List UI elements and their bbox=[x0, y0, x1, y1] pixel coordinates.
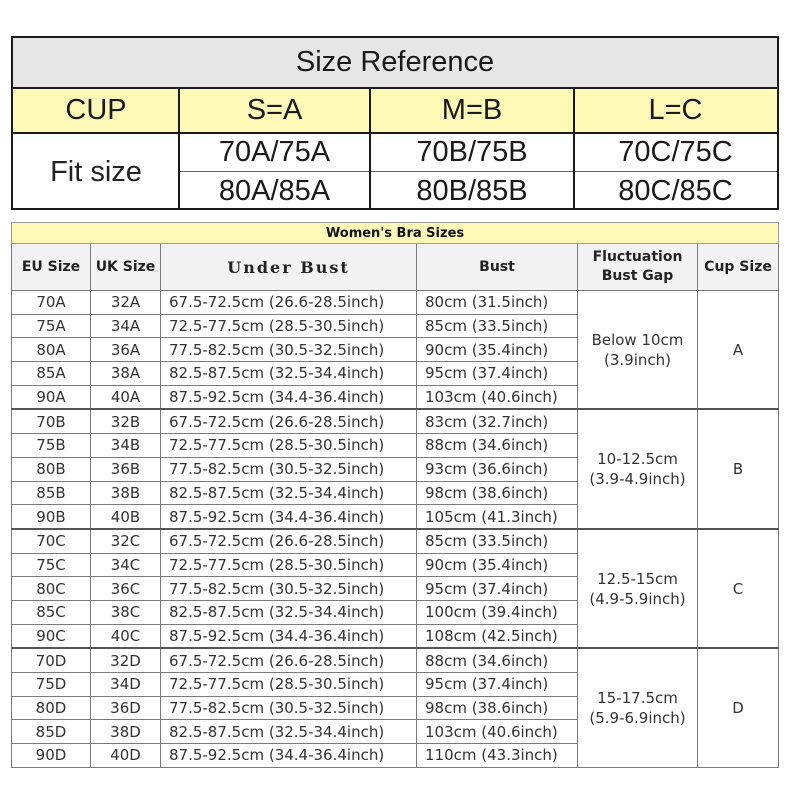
under-bust-cell: 82.5-87.5cm (32.5-34.4inch) bbox=[161, 481, 417, 505]
uk-size-cell: 38D bbox=[91, 720, 161, 744]
uk-size-cell: 38C bbox=[91, 600, 161, 624]
bra-table-header-row bbox=[12, 244, 779, 291]
eu-size-cell: 80D bbox=[12, 696, 91, 720]
header-uk-size: UK Size bbox=[91, 244, 161, 291]
cup-size-cell: A bbox=[698, 291, 779, 410]
under-bust-cell: 82.5-87.5cm (32.5-34.4inch) bbox=[161, 362, 417, 386]
eu-size-cell: 75C bbox=[12, 553, 91, 577]
uk-size-cell: 40C bbox=[91, 624, 161, 648]
header-fluctuation-bust-gap: Fluctuation Bust Gap bbox=[578, 244, 698, 291]
uk-size-cell: 40D bbox=[91, 744, 161, 768]
fluctuation-gap-cell: 15-17.5cm (5.9-6.9inch) bbox=[578, 648, 698, 767]
eu-size-cell: 75A bbox=[12, 314, 91, 338]
cup-header-label: CUP bbox=[65, 94, 127, 126]
cup-size-cell: B bbox=[698, 409, 779, 528]
under-bust-cell: 77.5-82.5cm (30.5-32.5inch) bbox=[161, 577, 417, 601]
bust-cell: 100cm (39.4inch) bbox=[417, 600, 578, 624]
fluctuation-gap-cell: 10-12.5cm (3.9-4.9inch) bbox=[578, 409, 698, 528]
uk-size-cell: 36B bbox=[91, 457, 161, 481]
bust-cell: 98cm (38.6inch) bbox=[417, 481, 578, 505]
uk-size-cell: 36C bbox=[91, 577, 161, 601]
fit-size-m-1: 70B/75B bbox=[416, 136, 528, 168]
eu-size-cell: 80A bbox=[12, 338, 91, 362]
bust-cell: 85cm (33.5inch) bbox=[417, 314, 578, 338]
eu-size-cell: 70A bbox=[12, 291, 91, 315]
table-row bbox=[12, 409, 779, 433]
bust-cell: 103cm (40.6inch) bbox=[417, 385, 578, 409]
under-bust-cell: 87.5-92.5cm (34.4-36.4inch) bbox=[161, 744, 417, 768]
eu-size-cell: 90B bbox=[12, 505, 91, 529]
cup-header-l: L=C bbox=[648, 94, 703, 126]
womens-bra-sizes-table bbox=[11, 222, 779, 768]
header-cup-size: Cup Size bbox=[698, 244, 779, 291]
bust-cell: 90cm (35.4inch) bbox=[417, 553, 578, 577]
eu-size-cell: 70B bbox=[12, 409, 91, 433]
under-bust-cell: 87.5-92.5cm (34.4-36.4inch) bbox=[161, 505, 417, 529]
uk-size-cell: 38A bbox=[91, 362, 161, 386]
uk-size-cell: 34C bbox=[91, 553, 161, 577]
under-bust-cell: 72.5-77.5cm (28.5-30.5inch) bbox=[161, 434, 417, 458]
uk-size-cell: 32C bbox=[91, 529, 161, 553]
uk-size-cell: 32B bbox=[91, 409, 161, 433]
uk-size-cell: 32D bbox=[91, 648, 161, 672]
uk-size-cell: 36A bbox=[91, 338, 161, 362]
eu-size-cell: 70C bbox=[12, 529, 91, 553]
fluctuation-gap-cell: Below 10cm (3.9inch) bbox=[578, 291, 698, 410]
fit-size-l-2: 80C/85C bbox=[618, 174, 733, 207]
eu-size-cell: 85A bbox=[12, 362, 91, 386]
cup-size-cell: D bbox=[698, 648, 779, 767]
uk-size-cell: 34B bbox=[91, 434, 161, 458]
bust-cell: 95cm (37.4inch) bbox=[417, 673, 578, 697]
under-bust-cell: 67.5-72.5cm (26.6-28.5inch) bbox=[161, 291, 417, 315]
uk-size-cell: 34D bbox=[91, 673, 161, 697]
header-eu-size: EU Size bbox=[12, 244, 91, 291]
under-bust-cell: 72.5-77.5cm (28.5-30.5inch) bbox=[161, 553, 417, 577]
table-row bbox=[12, 529, 779, 553]
bust-cell: 93cm (36.6inch) bbox=[417, 457, 578, 481]
under-bust-cell: 67.5-72.5cm (26.6-28.5inch) bbox=[161, 529, 417, 553]
bust-cell: 80cm (31.5inch) bbox=[417, 291, 578, 315]
eu-size-cell: 75B bbox=[12, 434, 91, 458]
ref-divider-3 bbox=[573, 89, 575, 210]
bra-table-title: Women's Bra Sizes bbox=[12, 223, 779, 244]
under-bust-cell: 67.5-72.5cm (26.6-28.5inch) bbox=[161, 648, 417, 672]
bust-cell: 88cm (34.6inch) bbox=[417, 648, 578, 672]
under-bust-cell: 82.5-87.5cm (32.5-34.4inch) bbox=[161, 600, 417, 624]
fit-size-l-1: 70C/75C bbox=[618, 136, 733, 168]
fluctuation-gap-cell: 12.5-15cm (4.9-5.9inch) bbox=[578, 529, 698, 648]
size-reference-title: Size Reference bbox=[13, 38, 777, 89]
fit-size-divider bbox=[179, 171, 777, 172]
bra-table-body bbox=[12, 291, 779, 768]
size-reference-table bbox=[11, 36, 779, 210]
fit-size-m-2: 80B/85B bbox=[416, 174, 528, 207]
bust-cell: 95cm (37.4inch) bbox=[417, 362, 578, 386]
eu-size-cell: 80B bbox=[12, 457, 91, 481]
uk-size-cell: 32A bbox=[91, 291, 161, 315]
fit-size-label: Fit size bbox=[50, 155, 142, 188]
fit-size-section bbox=[13, 134, 777, 210]
cup-header-s: S=A bbox=[246, 94, 303, 126]
eu-size-cell: 90A bbox=[12, 385, 91, 409]
uk-size-cell: 40B bbox=[91, 505, 161, 529]
bust-cell: 90cm (35.4inch) bbox=[417, 338, 578, 362]
bust-cell: 108cm (42.5inch) bbox=[417, 624, 578, 648]
bust-cell: 103cm (40.6inch) bbox=[417, 720, 578, 744]
cup-header-row bbox=[13, 89, 777, 134]
bust-cell: 105cm (41.3inch) bbox=[417, 505, 578, 529]
eu-size-cell: 85C bbox=[12, 600, 91, 624]
under-bust-cell: 77.5-82.5cm (30.5-32.5inch) bbox=[161, 338, 417, 362]
under-bust-cell: 67.5-72.5cm (26.6-28.5inch) bbox=[161, 409, 417, 433]
under-bust-cell: 77.5-82.5cm (30.5-32.5inch) bbox=[161, 457, 417, 481]
header-bust: Bust bbox=[417, 244, 578, 291]
eu-size-cell: 75D bbox=[12, 673, 91, 697]
uk-size-cell: 34A bbox=[91, 314, 161, 338]
table-row bbox=[12, 291, 779, 315]
bust-cell: 110cm (43.3inch) bbox=[417, 744, 578, 768]
cup-size-cell: C bbox=[698, 529, 779, 648]
eu-size-cell: 85D bbox=[12, 720, 91, 744]
under-bust-cell: 77.5-82.5cm (30.5-32.5inch) bbox=[161, 696, 417, 720]
table-row bbox=[12, 648, 779, 672]
fit-size-s-2: 80A/85A bbox=[218, 174, 331, 207]
eu-size-cell: 90D bbox=[12, 744, 91, 768]
bust-cell: 83cm (32.7inch) bbox=[417, 409, 578, 433]
header-under-bust: Under Bust bbox=[161, 244, 417, 291]
eu-size-cell: 70D bbox=[12, 648, 91, 672]
ref-divider-2 bbox=[369, 89, 371, 210]
eu-size-cell: 90C bbox=[12, 624, 91, 648]
under-bust-cell: 72.5-77.5cm (28.5-30.5inch) bbox=[161, 314, 417, 338]
uk-size-cell: 36D bbox=[91, 696, 161, 720]
cup-header-m: M=B bbox=[441, 94, 503, 126]
eu-size-cell: 80C bbox=[12, 577, 91, 601]
under-bust-cell: 87.5-92.5cm (34.4-36.4inch) bbox=[161, 385, 417, 409]
bust-cell: 88cm (34.6inch) bbox=[417, 434, 578, 458]
fit-size-s-1: 70A/75A bbox=[218, 136, 331, 168]
under-bust-cell: 87.5-92.5cm (34.4-36.4inch) bbox=[161, 624, 417, 648]
ref-divider-1 bbox=[178, 89, 180, 210]
under-bust-cell: 82.5-87.5cm (32.5-34.4inch) bbox=[161, 720, 417, 744]
bust-cell: 98cm (38.6inch) bbox=[417, 696, 578, 720]
bust-cell: 85cm (33.5inch) bbox=[417, 529, 578, 553]
under-bust-cell: 72.5-77.5cm (28.5-30.5inch) bbox=[161, 673, 417, 697]
bust-cell: 95cm (37.4inch) bbox=[417, 577, 578, 601]
eu-size-cell: 85B bbox=[12, 481, 91, 505]
uk-size-cell: 38B bbox=[91, 481, 161, 505]
uk-size-cell: 40A bbox=[91, 385, 161, 409]
